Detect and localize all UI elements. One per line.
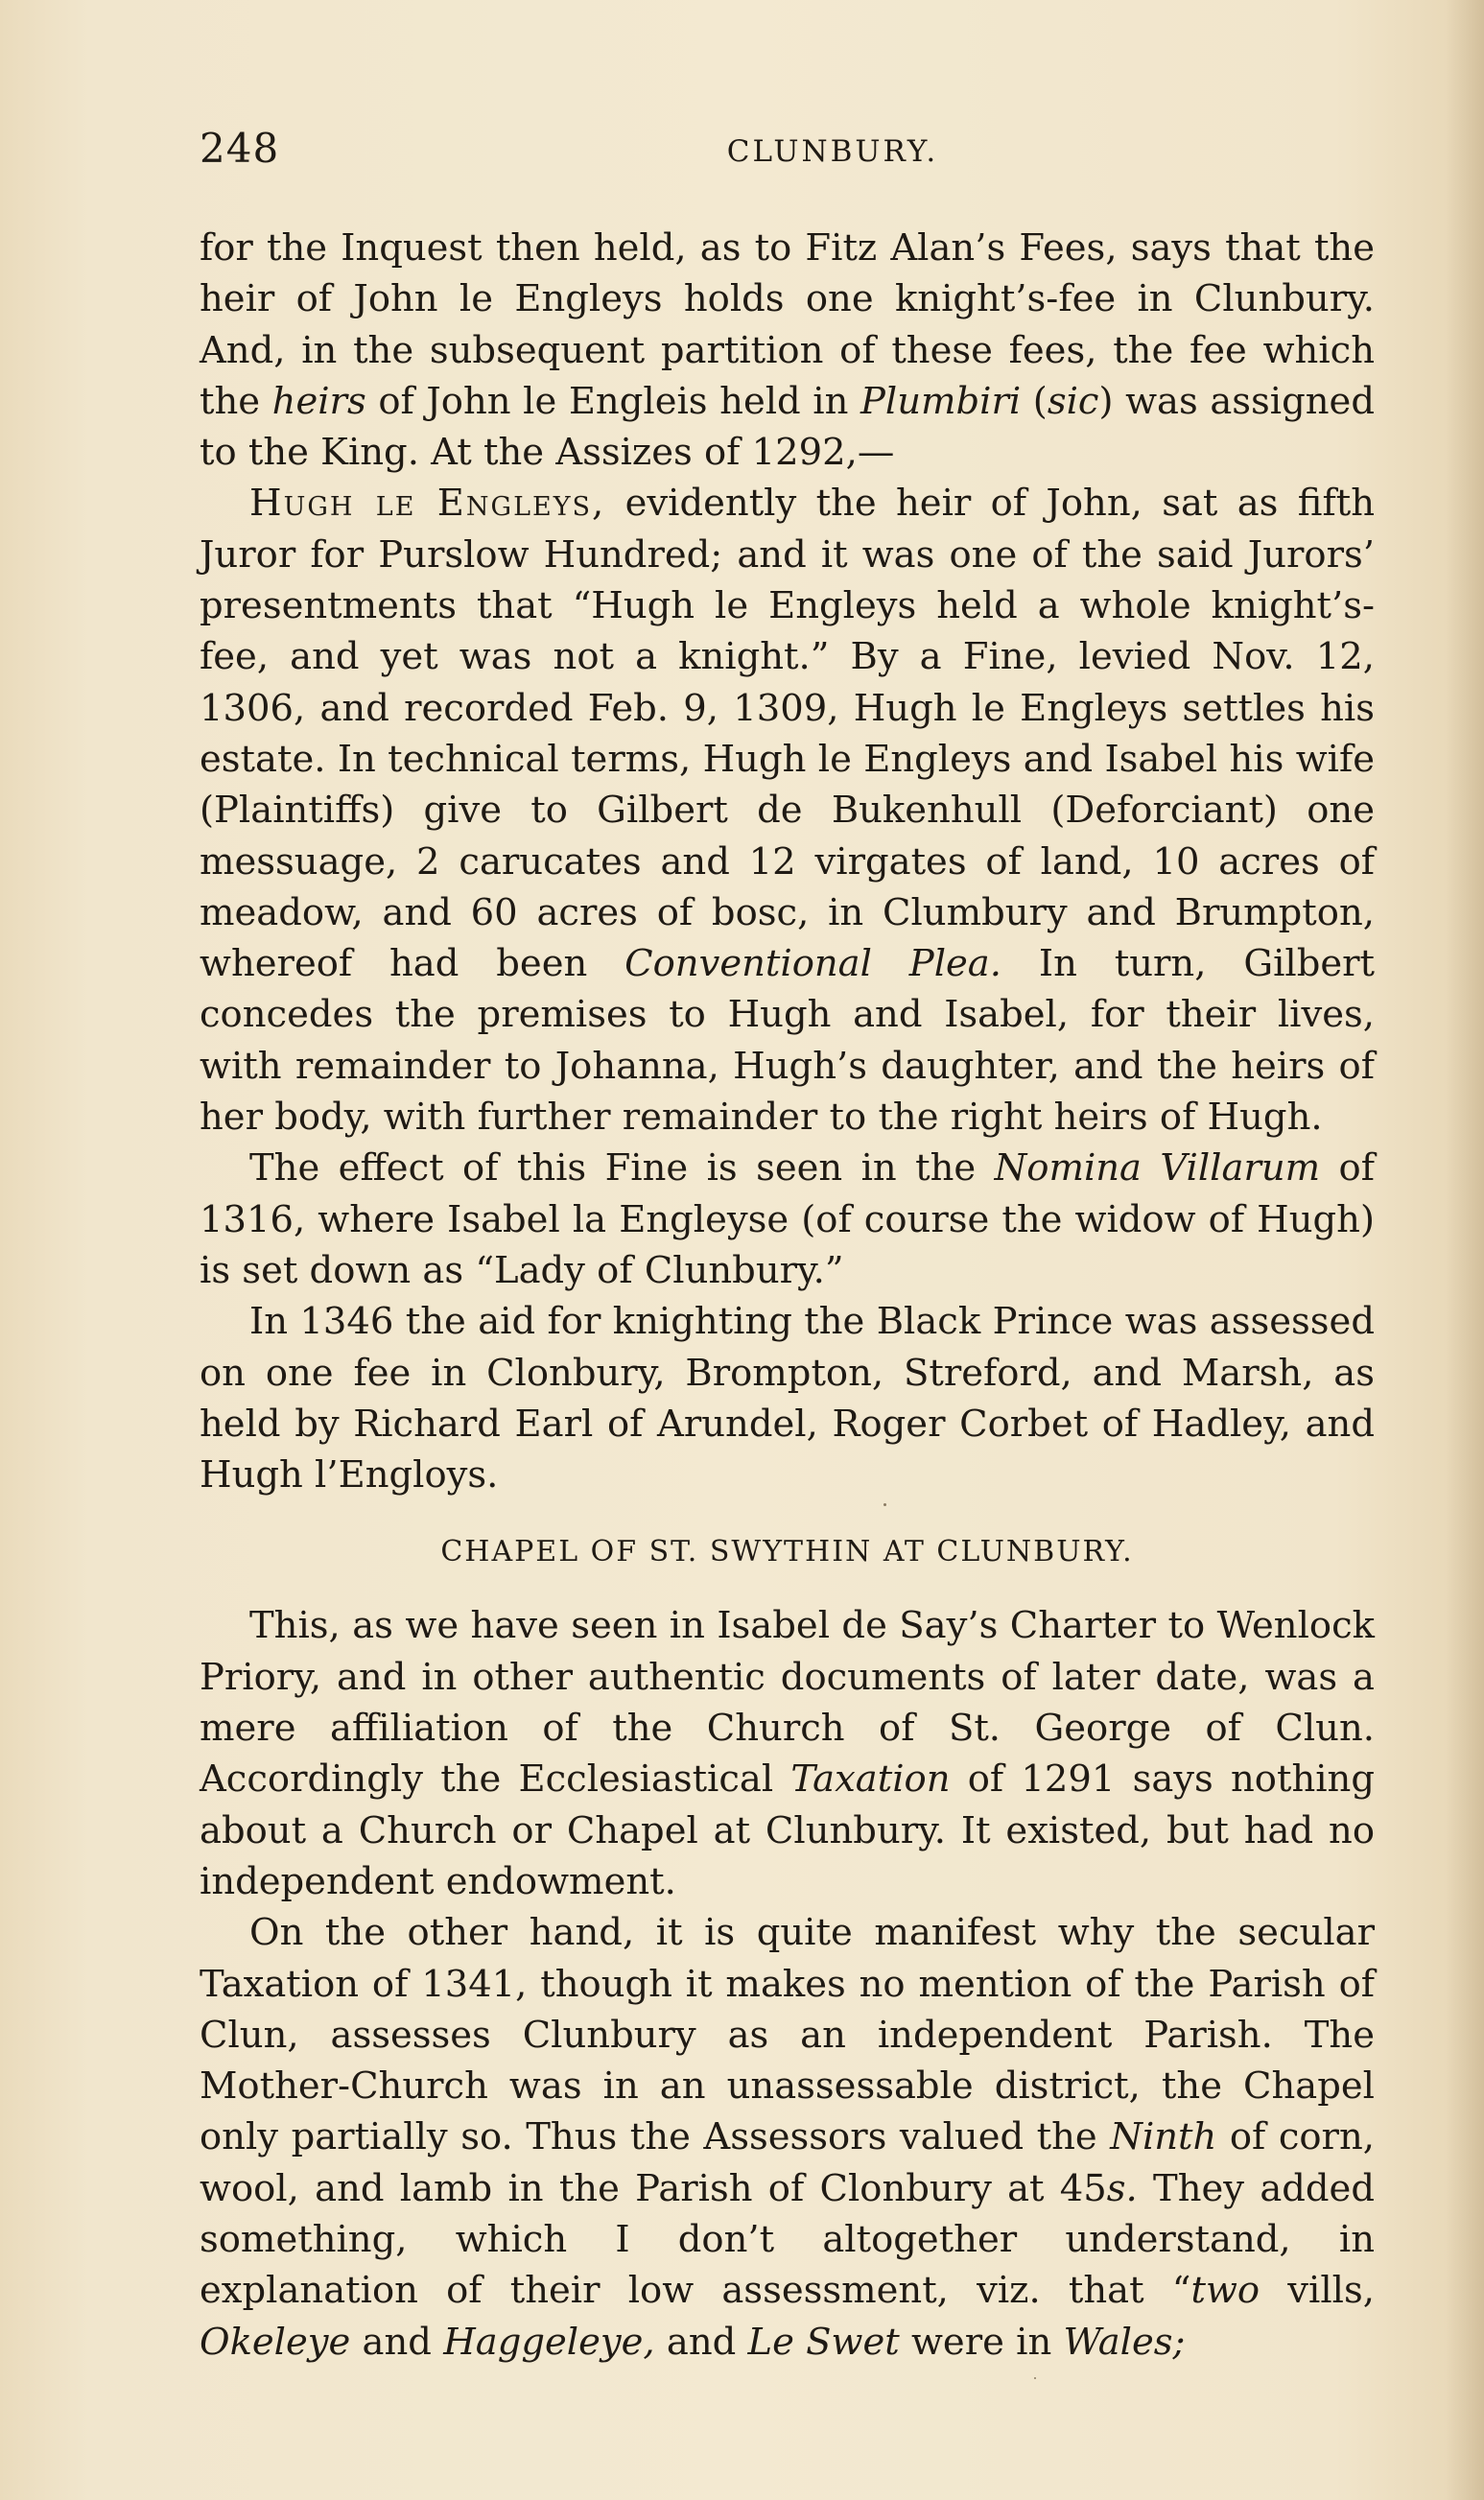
paragraph [200, 223, 1375, 478]
text-run: evidently the heir of John, sat as fifth Juror for Purslow Hundred; and it was one of the said Jurors’ presentments that “Hugh le Engleys held a whole knight’s-fee, and yet was not a knight.” By a Fine, levied Nov. 12, 1306, and recorded Feb. 9, 1309, Hugh le Engleys settles his estate. In technical terms, Hugh le Engleys and Isabel his wife (Plaintiffs) give to Gilbert de Bukenhull (Deforciant) one messuage, 2 carucates and 12 virgates of land, 10 acres of meadow, and 60 acres of bosc, in Clumbury and Brumpton, whereof had been [200, 482, 1375, 986]
page-number: 248 [200, 125, 280, 172]
paper-speck [1034, 2377, 1036, 2379]
italic-text: Wales; [1063, 2320, 1186, 2364]
italic-text: Le Swet [747, 2320, 900, 2364]
italic-text: Okeleye [200, 2320, 351, 2364]
body-text [200, 223, 1375, 2368]
italic-text: Nomina Villarum [994, 1146, 1321, 1191]
text-run: ) was assigned to the King. At the Assizes of 1292,— [200, 379, 1375, 475]
paper-speck [883, 1503, 886, 1506]
text-run: of John le Engleis held in [365, 379, 860, 423]
text-run: ( [1021, 379, 1048, 423]
text-run: of 1291 says nothing about a Church or Chapel at Clunbury. It existed, but had no independent endowment. [200, 1757, 1376, 1903]
italic-text: Plumbiri [860, 379, 1022, 423]
italic-text: Taxation [790, 1757, 951, 1802]
paragraph [200, 1600, 1375, 1907]
paragraph [200, 478, 1375, 1143]
text-run: were in [899, 2320, 1064, 2364]
text-run: In 1346 the aid for knighting the Black Prince was assessed on one fee in Clonbury, Brompton, Streford, and Marsh, as held by Richard Earl of Arundel, Roger Corbet of Hadley, and Hugh l’Engloys. [200, 1300, 1375, 1498]
text-run: of 1316, where Isabel la Engleyse (of course the widow of Hugh) is set down as “Lady of Clunbury.” [200, 1146, 1375, 1292]
italic-text: heirs [271, 379, 366, 423]
text-run: They added something, which I don’t altogether understand, in explanation of their low assessment, viz. that “ [200, 2166, 1375, 2313]
text-run: for the Inquest then held, as to Fitz Alan’s Fees, says that the heir of John le Engleys holds one knight’s-fee in Clunbury. And, in the subsequent partition of these fees, the fee which the [200, 226, 1375, 423]
page-edge-shadow [1446, 0, 1484, 2500]
text-run: This, as we have seen in Isabel de Say’s Charter to Wenlock Priory, and in other authentic documents of later date, was a mere affiliation of the Church of St. George of Clun. Accordingly the Ecclesiastical [200, 1604, 1375, 1802]
text-run: The effect of this Fine is seen in the [249, 1146, 995, 1191]
italic-text: sic [1047, 379, 1099, 423]
text-run: On the other hand, it is quite manifest why the secular Taxation of 1341, though it makes no mention of the Parish of Clun, assesses Clunbury as an independent Parish. The Mother-Church was in an unassessable district, the Chapel only partially so. Thus the Assessors valued the [200, 1911, 1375, 2159]
section-heading: CHAPEL OF ST. SWYTHIN AT CLUNBURY. [440, 1535, 1134, 1569]
paragraph [200, 1296, 1375, 1500]
paragraph [200, 1143, 1375, 1296]
text-run: and [654, 2320, 748, 2364]
text-run: In turn, Gilbert concedes the premises to Hugh and Isabel, for their lives, with remainder to Johanna, Hugh’s daughter, and the heirs of her body, with further remainder to the right heirs of Hugh. [200, 942, 1375, 1140]
small-caps-name: Hugh le Engleys, [249, 482, 606, 526]
italic-text: Ninth [1110, 2115, 1217, 2159]
italic-text: two [1190, 2269, 1260, 2313]
text-run: vills, [1260, 2269, 1375, 2313]
paragraph [200, 1907, 1375, 2368]
running-head: CLUNBURY. [726, 134, 939, 169]
italic-text: Conventional Plea. [624, 942, 1002, 986]
text-run: and [350, 2320, 444, 2364]
page-header [200, 125, 1360, 182]
text-run: of corn, wool, and lamb in the Parish of Clonbury at 45 [200, 2115, 1375, 2210]
italic-text: s. [1106, 2166, 1138, 2210]
italic-text: Haggeleye, [443, 2320, 655, 2364]
